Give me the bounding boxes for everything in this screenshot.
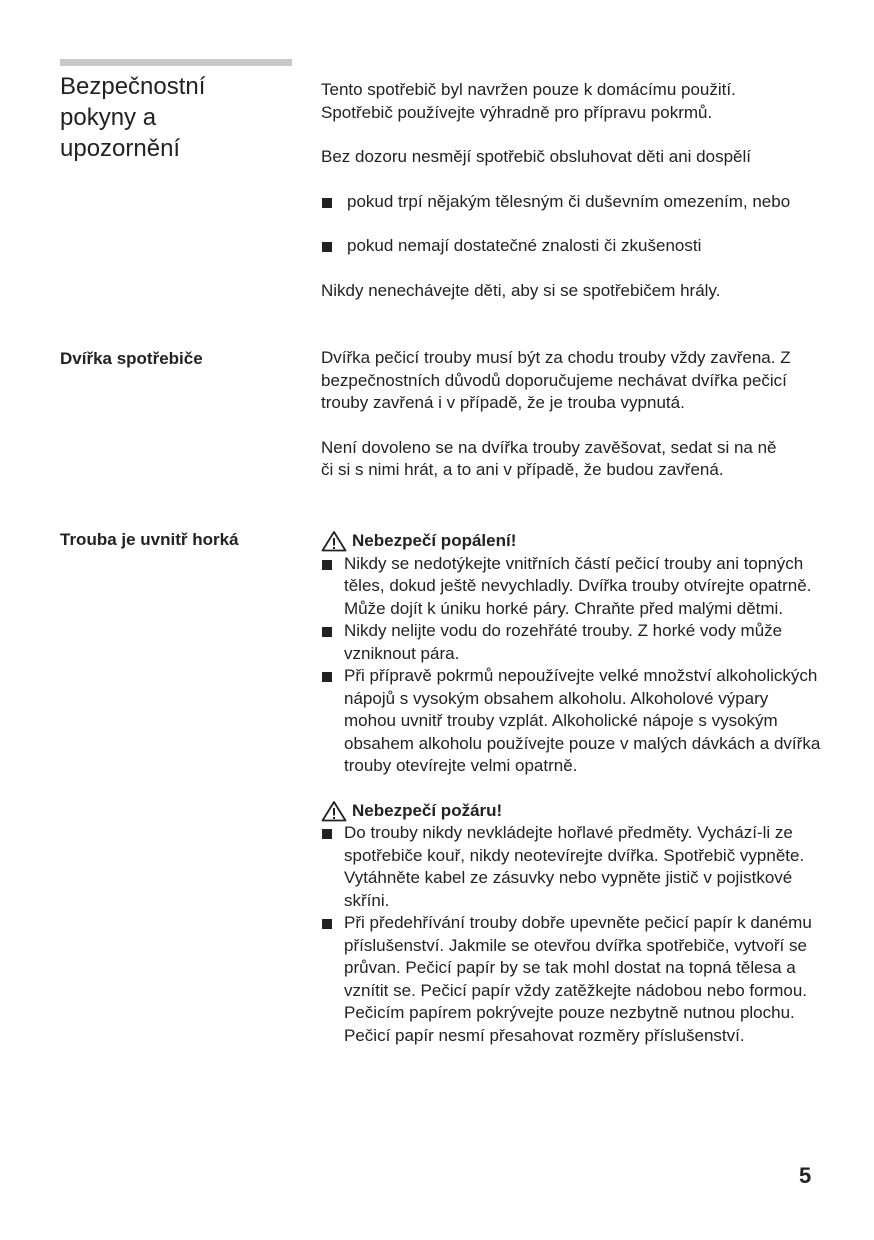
list-item: Nikdy nelijte vodu do rozehřáté trouby. Z horké vody může vzniknout pára. <box>321 620 821 665</box>
supervision-list <box>321 191 821 258</box>
fire-warning-text: Nebezpečí požáru! <box>352 800 503 820</box>
section-title-line: upozornění <box>60 135 181 162</box>
list-item: pokud trpí nějakým tělesným či duševním omezením, nebo <box>321 191 801 214</box>
intro-line: Spotřebič používejte výhradně pro přípravu pokrmů. <box>321 102 713 122</box>
fire-warning-title <box>321 800 821 823</box>
intro-paragraph <box>321 79 821 124</box>
section-title-line: Bezpečnostní <box>60 73 206 100</box>
door-heading: Dvířka spotřebiče <box>60 349 203 368</box>
section-title-line: pokyny a <box>60 104 157 131</box>
door-paragraph: Není dovoleno se na dvířka trouby zavěšovat, sedat si na ně či si s nimi hrát, a to ani v případě, že budou zavřená. <box>321 437 777 479</box>
section-title <box>60 71 310 164</box>
list-item-text: Do trouby nikdy nevkládejte hořlavé předměty. Vychází-li ze spotřebiče kouř, nikdy neotevírejte dvířka. Spotřebič vypněte. <box>344 823 805 865</box>
list-item: Při přípravě pokrmů nepoužívejte velké množství alkoholických nápojů s vysokým obsahem alkoholu. Alkoholové výpary mohou uvnitř trouby vzplát. Alkoholické nápoje s vysokým obsahem alkoholu používejte pouze v malých dávkách a dvířka trouby otevírejte velmi opatrně. <box>321 665 821 778</box>
list-item-text: Vytáhněte kabel ze zásuvky nebo vypněte jistič v pojistkové skříni. <box>344 868 793 910</box>
intro-block <box>321 79 821 302</box>
intro-line: Tento spotřebič byl navržen pouze k domácímu použití. <box>321 80 736 99</box>
burn-warning-text: Nebezpečí popálení! <box>352 531 517 550</box>
children-paragraph: Nikdy nenechávejte děti, aby si se spotřebičem hrály. <box>321 280 721 300</box>
list-item: Nikdy se nedotýkejte vnitřních částí pečicí trouby ani topných těles, dokud ještě nevychladly. Dvířka trouby otvírejte opatrně. Může dojít k úniku horké páry. Chraňte před malými dětmi. <box>321 553 821 621</box>
warning-triangle-icon <box>321 530 347 552</box>
burn-list <box>321 553 821 778</box>
door-paragraph: Dvířka pečicí trouby musí být za chodu trouby vždy zavřena. Z bezpečnostních důvodů doporučujeme nechávat dvířka pečicí trouby zavřená i v případě, že je trouba vypnutá. <box>321 348 791 412</box>
hot-block <box>321 530 821 1047</box>
warning-triangle-icon <box>321 800 347 822</box>
page-number: 5 <box>799 1163 812 1188</box>
list-item: Při předehřívání trouby dobře upevněte pečicí papír k danému příslušenství. Jakmile se otevřou dvířka spotřebiče, vytvoří se průvan. Pečicí papír by se tak mohl dostat na topná tělesa a vznítit se. Pečicí papír vždy zatěžkejte nádobou nebo formou. Pečicím papírem pokrývejte pouze nezbytně nutnou plochu. Pečicí papír nesmí přesahovat rozměry příslušenství. <box>321 912 821 1047</box>
top-rule <box>60 59 292 66</box>
hot-heading: Trouba je uvnitř horká <box>60 530 239 549</box>
burn-warning-title <box>321 530 821 553</box>
door-block <box>321 347 791 482</box>
fire-list <box>321 822 821 1047</box>
list-item <box>321 822 821 912</box>
supervision-paragraph: Bez dozoru nesmějí spotřebič obsluhovat děti ani dospělí <box>321 147 751 166</box>
list-item: pokud nemají dostatečné znalosti či zkušenosti <box>321 235 801 258</box>
